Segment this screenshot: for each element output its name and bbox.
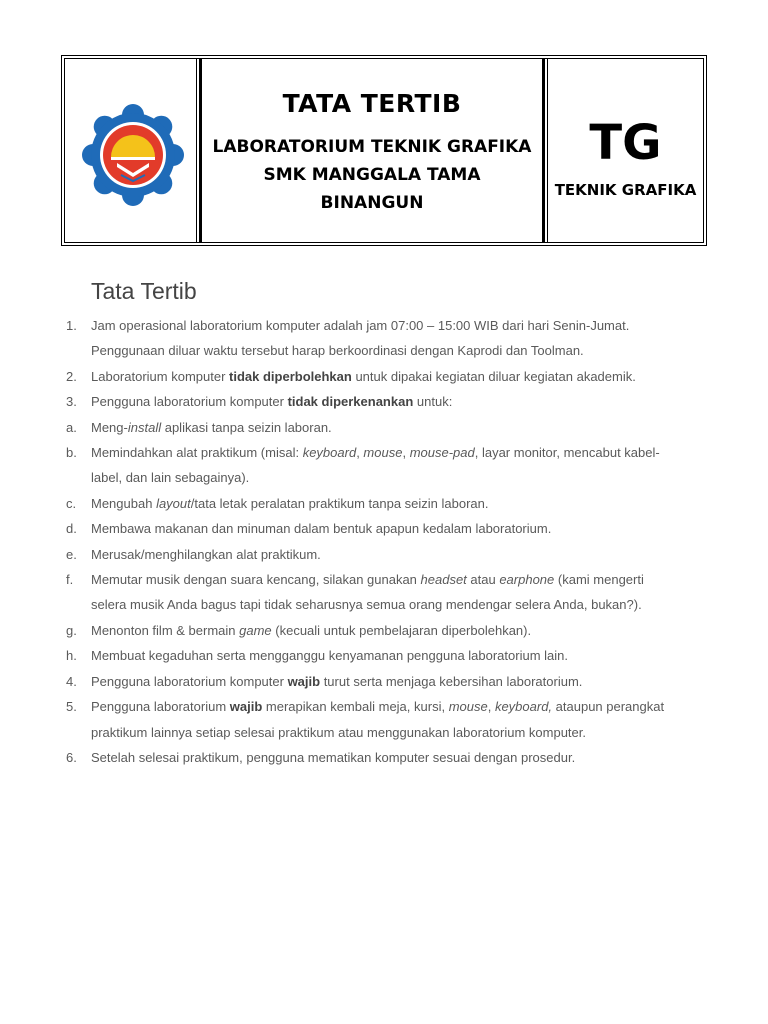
- rule-item: [0, 440, 768, 491]
- badge-abbreviation: TG: [589, 115, 662, 171]
- rule-text: [91, 389, 681, 414]
- header-subtitle-line: BINANGUN: [320, 193, 424, 213]
- rule-item: [0, 389, 768, 414]
- rule-text-segment: wajib: [229, 699, 263, 715]
- rule-text-segment: Pengguna laboratorium: [91, 699, 230, 715]
- rule-text-segment: ,: [356, 445, 364, 461]
- rule-text-segment: mouse: [363, 445, 403, 461]
- rule-marker: 5.: [66, 699, 77, 715]
- rule-text-segment: Setelah selesai praktikum, pengguna mematikan komputer sesuai dengan prosedur.: [91, 749, 576, 765]
- rule-text-segment: aplikasi tanpa seizin laboran.: [161, 419, 332, 435]
- rule-text-segment: Membuat kegaduhan serta mengganggu kenyamanan pengguna laboratorium lain.: [91, 648, 568, 664]
- rule-text-segment: keyboard: [302, 445, 357, 461]
- rule-text-segment: Meng-: [91, 419, 128, 435]
- rule-marker: a.: [66, 419, 77, 435]
- rule-item: [0, 516, 768, 541]
- rule-text-segment: atau: [466, 572, 500, 588]
- rule-marker: g.: [66, 622, 77, 638]
- rule-text-segment: Pengguna laboratorium komputer: [91, 673, 288, 689]
- document-header: [61, 55, 707, 246]
- rule-text: [91, 643, 681, 668]
- section-title: Tata Tertib: [91, 278, 197, 304]
- rule-marker: 1.: [66, 318, 77, 333]
- rule-text-segment: install: [127, 419, 162, 435]
- rule-text-segment: tidak diperbolehkan: [229, 368, 352, 384]
- rule-item: [0, 313, 768, 364]
- header-subtitle-line: SMK MANGGALA TAMA: [263, 165, 481, 185]
- rule-marker: 4.: [66, 673, 77, 689]
- rule-text: [91, 542, 681, 567]
- rule-marker: h.: [66, 648, 77, 664]
- rule-text-segment: earphone: [499, 572, 555, 588]
- rule-item: [0, 643, 768, 668]
- rule-text-segment: headset: [420, 572, 467, 588]
- badge-label: TEKNIK GRAFIKA: [554, 181, 697, 199]
- rule-item: [0, 669, 768, 694]
- rule-text-segment: Merusak/menghilangkan alat praktikum.: [91, 546, 321, 562]
- rule-text-segment: mouse: [448, 699, 488, 715]
- school-logo: [81, 101, 185, 209]
- rule-item: [0, 491, 768, 516]
- rule-text-segment: keyboard,: [494, 699, 553, 715]
- rule-text-segment: ,: [402, 445, 410, 461]
- rule-item: [0, 415, 768, 440]
- rule-text: [91, 745, 681, 770]
- rule-text-segment: Jam operasional laboratorium komputer adalah jam 07:00 – 15:00 WIB dari hari Senin-Jumat. Penggunaan diluar waktu tersebut harap berkoordinasi dengan Kaprodi dan Toolman.: [91, 318, 630, 359]
- rule-marker: b.: [66, 445, 77, 461]
- rule-text: [91, 415, 681, 440]
- rule-item: [0, 364, 768, 389]
- rule-marker: f.: [66, 572, 74, 588]
- rule-text-segment: mouse-pad: [409, 445, 475, 461]
- rule-text-segment: ataupun perangkat praktikum lainnya setiap selesai praktikum atau menggunakan laboratorium komputer.: [91, 699, 665, 740]
- rule-text-segment: merapikan kembali meja, kursi,: [262, 699, 449, 715]
- rule-text-segment: wajib: [287, 673, 321, 689]
- badge-cell: [548, 59, 703, 242]
- rule-marker: 2.: [66, 368, 77, 384]
- rule-item: [0, 618, 768, 643]
- rule-text: [91, 694, 681, 745]
- rule-text-segment: , layar monitor, mencabut kabel-label, dan lain sebagainya).: [91, 445, 660, 486]
- header-title: TATA TERTIB: [282, 89, 462, 118]
- rule-text: [91, 669, 681, 694]
- rule-text-segment: Laboratorium komputer: [91, 368, 230, 384]
- rule-text-segment: game: [239, 622, 272, 638]
- rule-marker: c.: [66, 495, 77, 511]
- rule-text: [91, 618, 681, 643]
- rule-text: [91, 567, 681, 618]
- rule-marker: d.: [66, 521, 77, 537]
- rule-item: [0, 542, 768, 567]
- rules-list: [0, 313, 768, 770]
- rule-text: [91, 313, 681, 364]
- rule-item: [0, 694, 768, 745]
- rule-text: [91, 516, 681, 541]
- rule-text-segment: Mengubah: [91, 495, 157, 511]
- rule-marker: 6.: [66, 749, 77, 765]
- rule-text-segment: tidak diperkenankan: [287, 394, 414, 410]
- rule-item: [0, 745, 768, 770]
- rule-marker: 3.: [66, 394, 77, 410]
- rule-text: [91, 491, 681, 516]
- title-cell: [202, 59, 542, 242]
- rule-text-segment: Membawa makanan dan minuman dalam bentuk apapun kedalam laboratorium.: [91, 521, 552, 537]
- rule-text: [91, 364, 681, 389]
- header-subtitle: [202, 133, 542, 217]
- rule-text-segment: (kecuali untuk pembelajaran diperbolehkan).: [271, 622, 532, 638]
- rule-text-segment: (kami mengerti selera musik Anda bagus tapi tidak seharusnya semua orang mendengar selera Anda, bukan?).: [91, 572, 644, 613]
- logo-cell: [65, 59, 199, 242]
- rule-text-segment: turut serta menjaga kebersihan laboratorium.: [320, 673, 583, 689]
- rule-text-segment: untuk dipakai kegiatan diluar kegiatan akademik.: [351, 368, 636, 384]
- rule-text-segment: untuk:: [413, 394, 453, 410]
- rule-text-segment: Memutar musik dengan suara kencang, silakan gunakan: [91, 572, 421, 588]
- rule-item: [0, 567, 768, 618]
- rule-text-segment: Pengguna laboratorium komputer: [91, 394, 288, 410]
- header-subtitle-line: LABORATORIUM TEKNIK GRAFIKA: [212, 137, 532, 157]
- rule-text-segment: /tata letak peralatan praktikum tanpa seizin laboran.: [190, 495, 489, 511]
- rule-text: [91, 440, 681, 491]
- rule-text-segment: Menonton film & bermain: [91, 622, 240, 638]
- rule-text-segment: Memindahkan alat praktikum (misal:: [91, 445, 303, 461]
- rule-text-segment: ,: [487, 699, 495, 715]
- rule-marker: e.: [66, 546, 77, 562]
- rule-text-segment: layout: [156, 495, 191, 511]
